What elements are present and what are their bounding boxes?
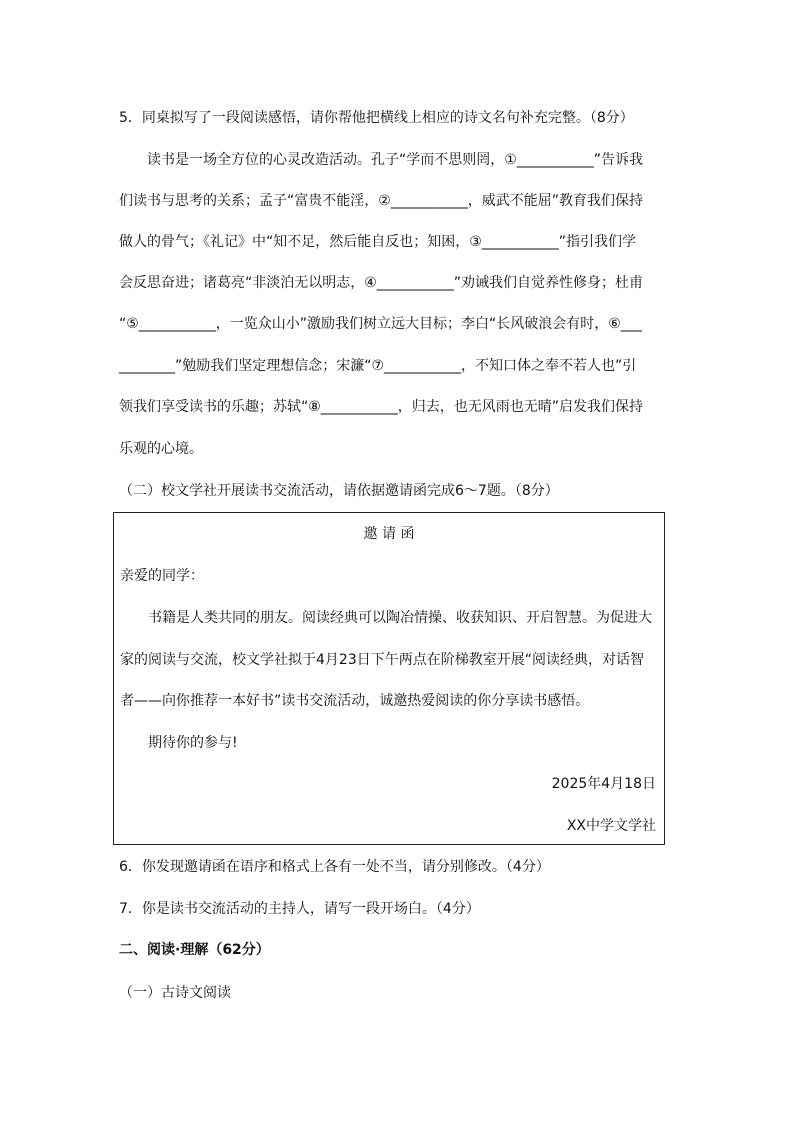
invitation-signature: XX中学文学社: [566, 818, 656, 834]
q5-paragraph-line: 领我们享受读书的乐趣；苏轼“⑧___________，归去，也无风雨也无晴”启发我们保持: [119, 399, 644, 415]
part-2-heading: 二、阅读·理解（62分）: [119, 942, 270, 958]
question-6: 6．你发现邀请函在语序和格式上各有一处不当，请分别修改。（4分）: [119, 859, 550, 875]
invitation-title: 邀 请 函: [363, 526, 415, 542]
invitation-body-line: 书籍是人类共同的朋友。阅读经典可以陶冶情操、收获知识、开启智慧。为促进大: [148, 610, 652, 626]
invitation-letter: [113, 512, 665, 845]
subsection-1-heading: （一）古诗文阅读: [119, 985, 231, 1001]
invitation-date: 2025年4月18日: [551, 776, 656, 792]
question-7: 7．你是读书交流活动的主持人，请写一段开场白。（4分）: [119, 901, 480, 917]
q5-paragraph-line: 们读书与思考的关系；孟子“富贵不能淫，②___________，威武不能屈”教育我们保持: [119, 193, 644, 209]
section-2-intro: （二）校文学社开展读书交流活动，请依据邀请函完成6～7题。（8分）: [119, 483, 559, 499]
q5-paragraph-line: ________”勉励我们坚定理想信念；宋濂“⑦___________，不知口体之奉不若人也”引: [119, 358, 637, 374]
invitation-closing: 期待你的参与!: [148, 735, 238, 751]
question-5-title: 5．同桌拟写了一段阅读感悟，请你帮他把横线上相应的诗文名句补充完整。（8分）: [119, 110, 634, 126]
q5-paragraph-line: 乐观的心境。: [119, 441, 203, 457]
invitation-body-line: 者——向你推荐一本好书”读书交流活动，诚邀热爱阅读的你分享读书感悟。: [120, 693, 590, 709]
q5-paragraph-line: 做人的骨气；《礼记》中“知不足，然后能自反也；知困，③___________”指引我们学: [119, 234, 637, 250]
q5-paragraph-line: “⑤___________，一览众山小”激励我们树立远大目标；李白“长风破浪会有时，⑥___: [119, 316, 642, 332]
q5-paragraph-line: 读书是一场全方位的心灵改造活动。孔子“学而不思则罔，①___________”告诉我: [147, 152, 644, 168]
q5-paragraph-line: 会反思奋进；诸葛亮“非淡泊无以明志，④___________”劝诫我们自觉养性修身；杜甫: [119, 275, 644, 291]
invitation-greeting: 亲爱的同学：: [120, 568, 204, 584]
invitation-body-line: 家的阅读与交流，校文学社拟于4月23日下午两点在阶梯教室开展“阅读经典，对话智: [120, 652, 644, 668]
